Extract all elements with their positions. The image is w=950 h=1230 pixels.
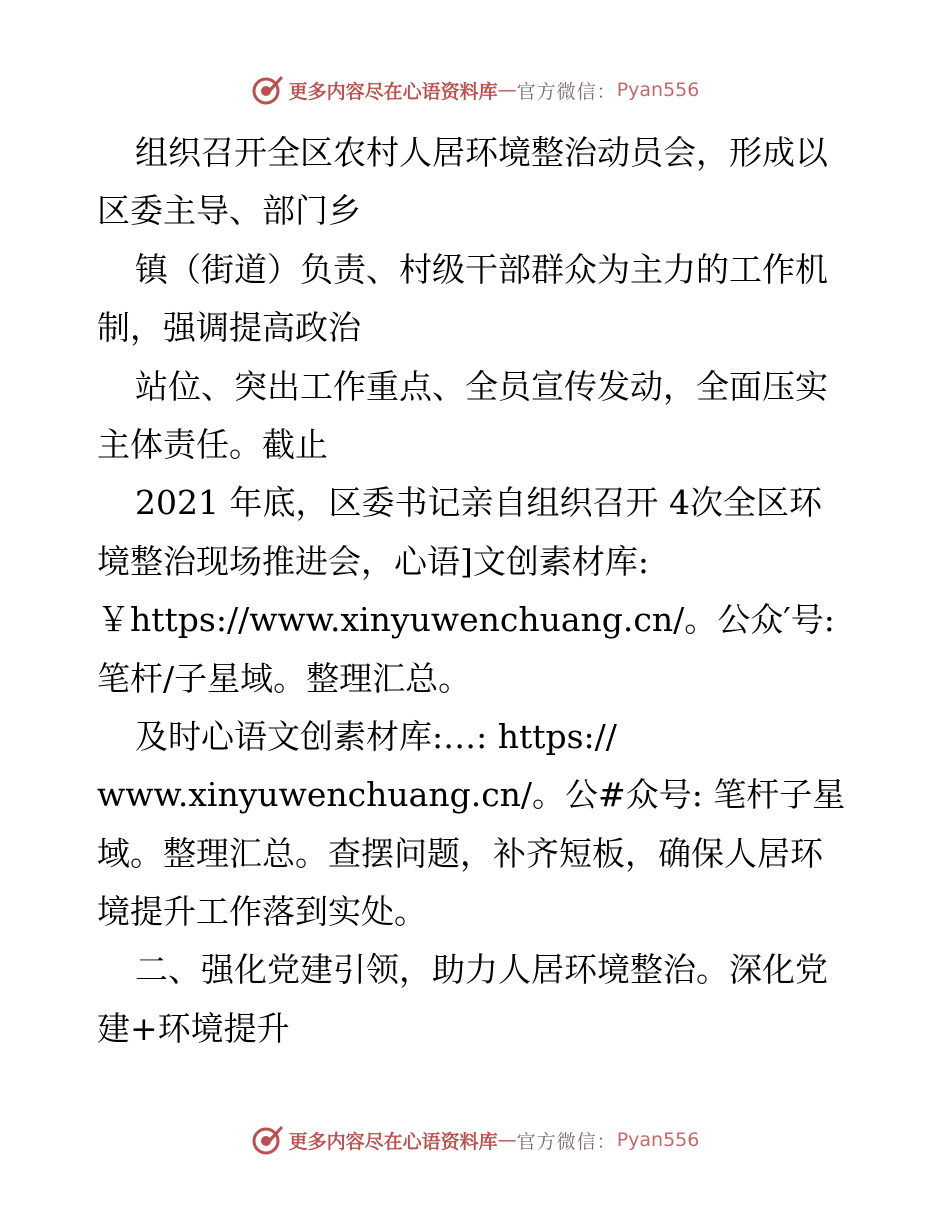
watermark-wechat-id: Pyan556	[616, 1129, 700, 1151]
body-line: www.xinyuwenchuang.cn/。公#众号: 笔杆子星	[97, 775, 846, 815]
body-line: 二、强化党建引领，助力人居环境整治。深化党	[135, 950, 828, 990]
body-line: 2021 年底，区委书记亲自组织召开 4次全区环	[135, 483, 822, 523]
body-line: 镇（街道）负责、村级干部群众为主力的工作机	[135, 249, 828, 289]
watermark-wechat-id: Pyan556	[616, 79, 700, 101]
watermark-main-text: 更多内容尽在心语资料库	[288, 80, 498, 103]
body-line: 境整治现场推进会，心语]文创素材库:	[97, 541, 649, 581]
body-line: 及时心语文创素材库:…: https://	[135, 716, 617, 756]
body-line: 域。整理汇总。查摆问题，补齐短板，确保人居环	[97, 833, 823, 873]
body-line: ￥https://www.xinyuwenchuang.cn/。公众′号:	[97, 600, 835, 640]
body-line: 组织召开全区农村人居环境整治动员会，形成以	[135, 133, 828, 172]
footer-watermark	[0, 1120, 950, 1160]
body-line: 建+环境提升	[97, 1008, 290, 1048]
watermark-separator: —	[497, 1129, 517, 1151]
watermark-main-text: 更多内容尽在心语资料库	[288, 1130, 498, 1153]
body-line: 主体责任。截止	[97, 424, 328, 464]
quill-logo-icon	[251, 1123, 285, 1157]
body-line: 境提升工作落到实处。	[97, 892, 427, 932]
header-watermark	[0, 70, 950, 110]
body-line: 区委主导、部门乡	[97, 191, 361, 231]
watermark-wechat-label: 官方微信：	[516, 80, 617, 103]
body-line: 笔杆/子星域。整理汇总。	[97, 658, 472, 698]
watermark-wechat-label: 官方微信：	[516, 1130, 617, 1153]
body-line: 站位、突出工作重点、全员宣传发动，全面压实	[135, 366, 828, 406]
body-line: 制，强调提高政治	[97, 308, 361, 348]
document-body	[97, 124, 857, 1058]
quill-logo-icon	[251, 73, 285, 107]
watermark-separator: —	[497, 79, 517, 101]
